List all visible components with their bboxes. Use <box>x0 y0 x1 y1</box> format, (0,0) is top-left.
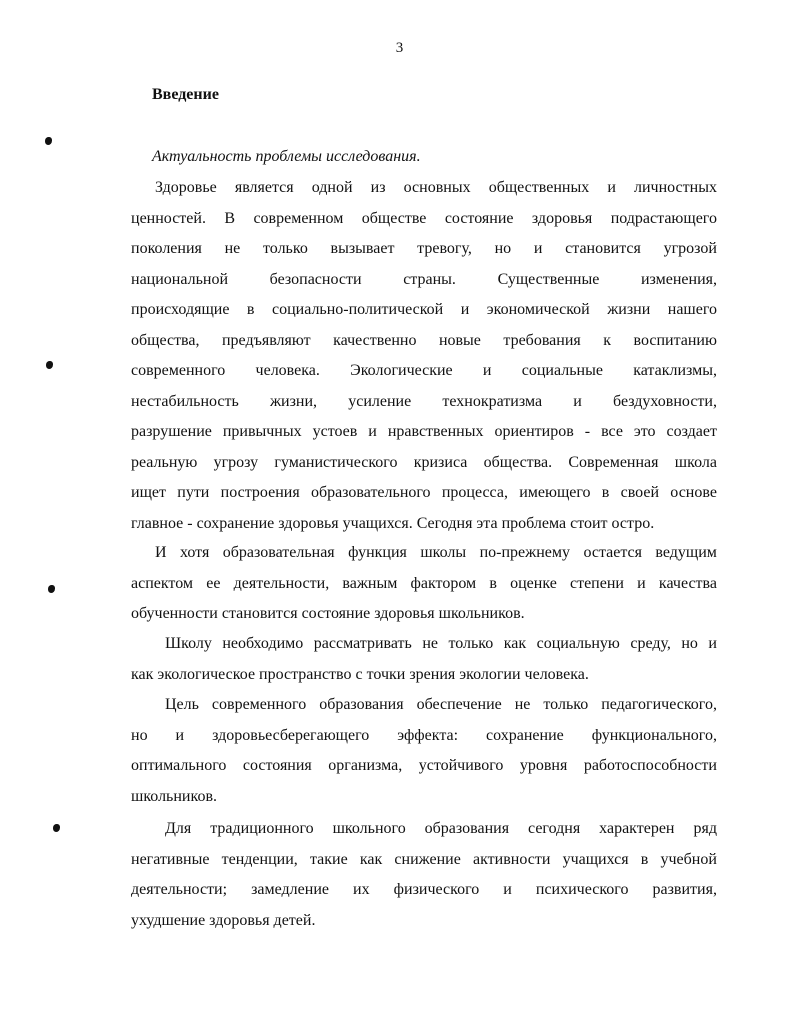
text-line: общества, предъявляют качественно новые требования к воспитанию <box>131 331 717 349</box>
text-line: обученности становится состояние здоровья школьников. <box>131 605 525 622</box>
text-line: поколения не только вызывает тревогу, но и становится угрозой <box>131 240 717 257</box>
section-subheading: Актуальность проблемы исследования. <box>152 148 421 165</box>
margin-mark <box>48 585 55 593</box>
paragraph-2 <box>131 538 717 630</box>
text-line: ищет пути построения образовательного процесса, имеющего в своей основе <box>131 484 717 501</box>
margin-mark <box>45 137 52 145</box>
text-line: Для традиционного школьного образования сегодня характерен ряд <box>165 820 717 837</box>
text-line: происходящие в социально-политической и экономической жизни нашего <box>131 301 717 318</box>
paragraph-1 <box>131 173 717 539</box>
text-line: современного человека. Экологические и социальные катаклизмы, <box>131 362 717 379</box>
paragraph-3 <box>131 629 717 690</box>
paragraph-5 <box>131 814 717 936</box>
page-number: 3 <box>395 40 404 56</box>
text-line: нестабильность жизни, усиление технократизма и бездуховности, <box>131 392 717 410</box>
text-line: главное - сохранение здоровья учащихся. Сегодня эта проблема стоит остро. <box>131 514 655 532</box>
text-line: негативные тенденции, такие как снижение активности учащихся в учебной <box>131 850 717 868</box>
section-heading: Введение <box>152 86 219 103</box>
text-line: ухудшение здоровья детей. <box>131 911 316 929</box>
text-line: реальную угрозу гуманистического кризиса общества. Современная школа <box>131 453 717 471</box>
text-line: аспектом ее деятельности, важным фактором в оценке степени и качества <box>131 574 717 592</box>
text-line: И хотя образовательная функция школы по-прежнему остается ведущим <box>155 544 717 561</box>
margin-mark <box>46 361 53 369</box>
text-line: разрушение привычных устоев и нравственных ориентиров - все это создает <box>131 423 717 440</box>
text-line: национальной безопасности страны. Существенные изменения, <box>131 270 717 288</box>
text-line: как экологическое пространство с точки зрения экологии человека. <box>131 665 589 683</box>
text-line: деятельности; замедление их физического и психического развития, <box>131 881 717 898</box>
text-line: оптимального состояния организма, устойчивого уровня работоспособности <box>131 757 717 774</box>
paragraph-4 <box>131 690 717 812</box>
text-line: Здоровье является одной из основных общественных и личностных <box>155 179 717 196</box>
text-line: Цель современного образования обеспечение не только педагогического, <box>165 696 717 713</box>
text-line: школьников. <box>131 787 217 805</box>
text-line: Школу необходимо рассматривать не только как социальную среду, но и <box>165 635 717 652</box>
margin-mark <box>53 824 60 832</box>
text-line: но и здоровьесберегающего эффекта: сохранение функционального, <box>131 726 717 744</box>
text-line: ценностей. В современном обществе состояние здоровья подрастающего <box>131 209 717 227</box>
